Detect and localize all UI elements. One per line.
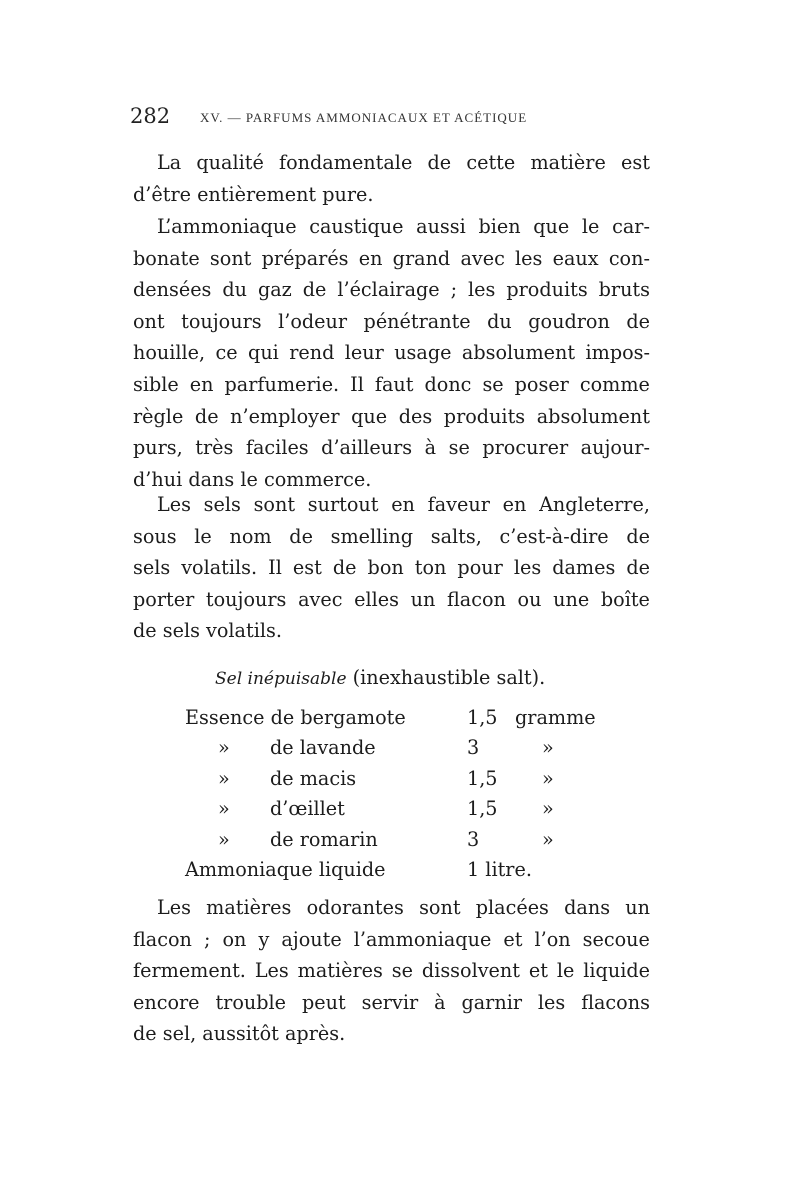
ingredient-unit: » xyxy=(542,736,554,760)
ingredient-unit: » xyxy=(542,827,554,851)
text-line: bonate sont préparés en grand avec les eaux con- xyxy=(133,246,650,270)
text-line: purs, très faciles d’ailleurs à se procurer aujour- xyxy=(133,436,650,460)
text-line: sous le nom de smelling salts, c’est-à-dire de xyxy=(133,524,650,548)
recipe-title-rest: (inexhaustible salt). xyxy=(352,666,546,689)
ingredient-name: Ammoniaque liquide xyxy=(185,857,386,881)
recipe-title xyxy=(215,662,545,695)
running-head: XV. — PARFUMS AMMONIACAUX ET ACÉTIQUE xyxy=(200,110,528,125)
text-line: encore trouble peut servir à garnir les flacons xyxy=(133,990,650,1014)
ingredient-name: de romarin xyxy=(270,827,378,851)
text-line: porter toujours avec elles un flacon ou une boîte xyxy=(133,587,650,611)
text-line: de sel, aussitôt après. xyxy=(133,1022,346,1046)
recipe-row xyxy=(185,764,605,794)
text-line: Les sels sont surtout en faveur en Angleterre, xyxy=(157,493,650,516)
text-line: d’hui dans le commerce. xyxy=(133,467,372,491)
text-line: d’être entièrement pure. xyxy=(133,182,374,206)
paragraph-3 xyxy=(133,489,650,647)
text-line: de sels volatils. xyxy=(133,619,282,643)
text-line: La qualité fondamentale de cette matière est xyxy=(157,151,650,174)
ingredient-quantity: 1 litre. xyxy=(467,857,532,881)
recipe-title-italic: Sel inépuisable xyxy=(215,669,347,689)
ditto-mark: » xyxy=(218,827,230,851)
text-line: densées du gaz de l’éclairage ; les produits bruts xyxy=(133,278,650,302)
ingredient-quantity: 1,5 xyxy=(467,706,498,729)
paragraph-closing xyxy=(133,892,650,1050)
ingredient-unit: » xyxy=(542,766,554,790)
ingredient-unit: gramme xyxy=(515,706,596,729)
ditto-mark: » xyxy=(218,797,230,821)
text-line: règle de n’employer que des produits absolument xyxy=(133,404,650,428)
page-number: 282 xyxy=(130,104,171,128)
paragraph-1 xyxy=(133,147,650,210)
ingredient-name: de lavande xyxy=(270,736,376,760)
recipe-row xyxy=(185,733,605,763)
ditto-mark: » xyxy=(218,736,230,760)
ditto-mark: » xyxy=(218,766,230,790)
text-line: ont toujours l’odeur pénétrante du goudron de xyxy=(133,309,650,333)
recipe-table xyxy=(185,703,605,885)
recipe-row xyxy=(185,794,605,824)
ingredient-quantity: 3 xyxy=(467,736,480,760)
page-header xyxy=(130,100,600,132)
ingredient-quantity: 1,5 xyxy=(467,766,498,790)
ingredient-quantity: 3 xyxy=(467,827,480,851)
text-line: houille, ce qui rend leur usage absolument impos- xyxy=(133,341,650,365)
text-line: fermement. Les matières se dissolvent et le liquide xyxy=(133,959,650,983)
text-line: Les matières odorantes sont placées dans un xyxy=(157,896,650,919)
text-line: L’ammoniaque caustique aussi bien que le car- xyxy=(157,215,650,238)
recipe-row xyxy=(185,703,605,733)
ingredient-name: de macis xyxy=(270,766,357,790)
text-line: flacon ; on y ajoute l’ammoniaque et l’on secoue xyxy=(133,927,650,951)
text-line: sels volatils. Il est de bon ton pour les dames de xyxy=(133,556,650,580)
ingredient-quantity: 1,5 xyxy=(467,797,498,821)
recipe-row xyxy=(185,825,605,855)
ingredient-name: Essence de bergamote xyxy=(185,706,406,729)
recipe-row xyxy=(185,855,605,885)
paragraph-2 xyxy=(133,211,650,495)
ingredient-unit: » xyxy=(542,797,554,821)
text-line: sible en parfumerie. Il faut donc se poser comme xyxy=(133,372,650,396)
ingredient-name: d’œillet xyxy=(270,797,345,821)
